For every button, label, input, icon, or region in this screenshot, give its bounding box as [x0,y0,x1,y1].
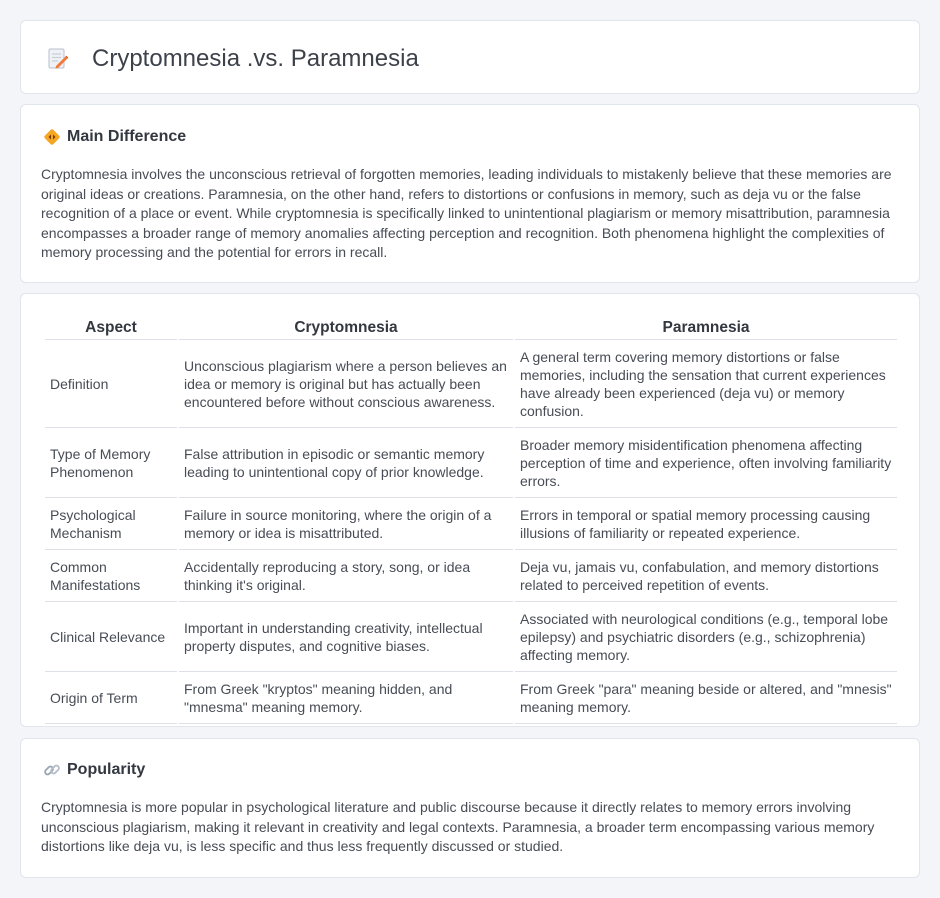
paramnesia-cell: Deja vu, jamais vu, confabulation, and memory distortions related to perceived repetition of events. [515,550,897,602]
diamond-arrows-icon [43,128,61,146]
aspect-cell: Type of Memory Phenomenon [45,428,177,498]
page-title: Cryptomnesia .vs. Paramnesia [92,45,419,72]
comparison-table [43,316,899,724]
paramnesia-cell: Broader memory misidentification phenomena affecting perception of time and experience, often involving familiarity errors. [515,428,897,498]
main-difference-section [20,104,920,283]
popularity-text: Cryptomnesia is more popular in psychological literature and public discourse because it directly relates to memory errors involving unconscious plagiarism, making it relevant in creativity and legal contexts. Paramnesia, a broader term encompassing various memory distortions like deja vu, is less specific and thus less frequently discussed or studied. [41,799,875,854]
header-cryptomnesia: Cryptomnesia [179,316,513,340]
cryptomnesia-cell: False attribution in episodic or semantic memory leading to unintentional copy of prior knowledge. [179,428,513,498]
comparison-section [20,293,920,727]
paramnesia-cell: Associated with neurological conditions (e.g., temporal lobe epilepsy) and psychiatric disorders (e.g., schizophrenia) affecting memory. [515,602,897,672]
aspect-cell: Clinical Relevance [45,602,177,672]
header-card [20,20,920,94]
cryptomnesia-cell: Failure in source monitoring, where the origin of a memory or idea is misattributed. [179,498,513,550]
table-header-row [45,316,897,340]
document-pencil-icon [47,47,69,71]
table-row [45,428,897,498]
cryptomnesia-cell: Accidentally reproducing a story, song, or idea thinking it's original. [179,550,513,602]
aspect-cell: Origin of Term [45,672,177,724]
popularity-title: Popularity [67,761,146,778]
table-row [45,550,897,602]
main-difference-title: Main Difference [67,128,187,145]
table-row [45,340,897,428]
cryptomnesia-cell: Unconscious plagiarism where a person believes an idea or memory is original but has actually been encountered before without conscious awareness. [179,340,513,428]
popularity-section [20,738,920,878]
cryptomnesia-cell: Important in understanding creativity, intellectual property disputes, and cognitive biases. [179,602,513,672]
table-row [45,602,897,672]
header-paramnesia: Paramnesia [515,316,897,340]
header-aspect: Aspect [45,316,177,340]
paramnesia-cell: Errors in temporal or spatial memory processing causing illusions of familiarity or repeated experience. [515,498,897,550]
paramnesia-cell: From Greek "para" meaning beside or altered, and "mnesis" meaning memory. [515,672,897,724]
table-row [45,672,897,724]
paramnesia-cell: A general term covering memory distortions or false memories, including the sensation that current experiences have already been experienced (deja vu) or memory confusion. [515,340,897,428]
aspect-cell: Psychological Mechanism [45,498,177,550]
link-icon [43,761,61,779]
main-difference-text: Cryptomnesia involves the unconscious retrieval of forgotten memories, leading individuals to mistakenly believe that these memories are original ideas or creations. Paramnesia, on the other hand, refers to distortions or confusions in memory, such as deja vu or the false recognition of a place or event. While cryptomnesia is specifically linked to unintentional plagiarism or memory misattribution, paramnesia encompasses a broader range of memory anomalies affecting perception and recognition. Both phenomena highlight the complexities of memory processing and the potential for errors in recall. [41,166,892,260]
table-row [45,498,897,550]
aspect-cell: Common Manifestations [45,550,177,602]
cryptomnesia-cell: From Greek "kryptos" meaning hidden, and "mnesma" meaning memory. [179,672,513,724]
aspect-cell: Definition [45,340,177,428]
